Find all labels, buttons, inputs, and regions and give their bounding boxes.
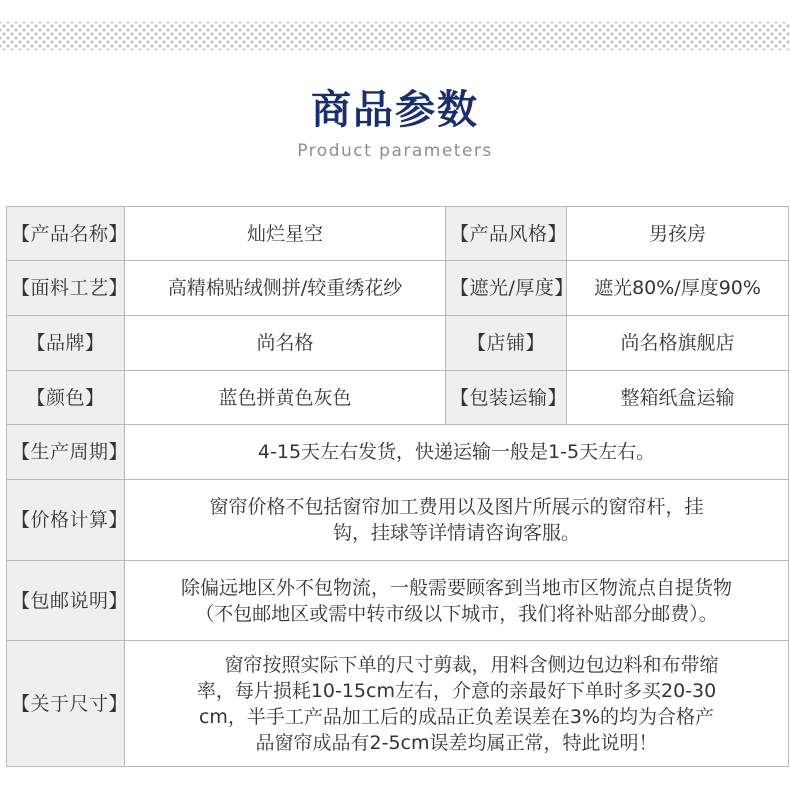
page-subtitle: Product parameters (297, 141, 493, 161)
table-row (7, 371, 789, 425)
size-info-line: 率，每片损耗10-15cm左右，介意的亲最好下单时多买20-30 (196, 679, 717, 702)
size-info-line: 窗帘按照实际下单的尺寸剪裁，用料含侧边包边料和布带缩 (224, 653, 719, 676)
shop-value: 尚名格旗舰店 (567, 316, 789, 371)
product-style-label: 【产品风格】 (446, 207, 567, 261)
free-shipping-line: （不包邮地区或需中转市级以下城市，我们将补贴部分邮费）。 (195, 602, 718, 625)
page-title: 商品参数 (311, 87, 479, 133)
price-calc-value (125, 480, 789, 561)
color-value: 蓝色拼黄色灰色 (125, 371, 446, 425)
brand-label: 【品牌】 (7, 316, 125, 371)
fabric-label: 【面料工艺】 (7, 261, 125, 316)
production-cycle-value: 4-15天左右发货，快递运输一般是1-5天左右。 (125, 425, 789, 480)
packaging-value: 整箱纸盒运输 (567, 371, 789, 425)
price-calc-line: 窗帘价格不包括窗帘加工费用以及图片所展示的窗帘杆，挂 (209, 496, 704, 518)
product-name-value: 灿烂星空 (125, 207, 446, 261)
shading-label: 【遮光/厚度】 (446, 261, 567, 316)
table-row (7, 641, 789, 767)
packaging-label: 【包装运输】 (446, 371, 567, 425)
size-info-value (125, 641, 789, 767)
table-row (7, 207, 789, 261)
fabric-value: 高精棉贴绒侧拼/较重绣花纱 (125, 261, 446, 316)
table-row (7, 425, 789, 480)
shading-value: 遮光80%/厚度90% (567, 261, 789, 316)
size-info-label: 【关于尺寸】 (7, 641, 125, 767)
free-shipping-label: 【包邮说明】 (7, 561, 125, 641)
price-calc-label: 【价格计算】 (7, 480, 125, 561)
product-style-value: 男孩房 (567, 207, 789, 261)
table-row (7, 261, 789, 316)
size-info-line: 品窗帘成品有2-5cm误差均属正常，特此说明！ (255, 731, 658, 754)
free-shipping-value (125, 561, 789, 641)
dotted-border-decoration (0, 22, 790, 50)
color-label: 【颜色】 (7, 371, 125, 425)
size-info-line: cm，半手工产品加工后的成品正负差误差在3%的均为合格产 (198, 705, 715, 728)
production-cycle-label: 【生产周期】 (7, 425, 125, 480)
brand-value: 尚名格 (125, 316, 446, 371)
product-name-label: 【产品名称】 (7, 207, 125, 261)
shop-label: 【店铺】 (446, 316, 567, 371)
parameters-table (6, 206, 789, 767)
table-row (7, 316, 789, 371)
free-shipping-line: 除偏远地区外不包物流，一般需要顾客到当地市区物流点自提货物 (180, 576, 732, 599)
price-calc-line: 钩，挂球等详情请咨询客服。 (332, 522, 580, 544)
table-row (7, 480, 789, 561)
table-row (7, 561, 789, 641)
